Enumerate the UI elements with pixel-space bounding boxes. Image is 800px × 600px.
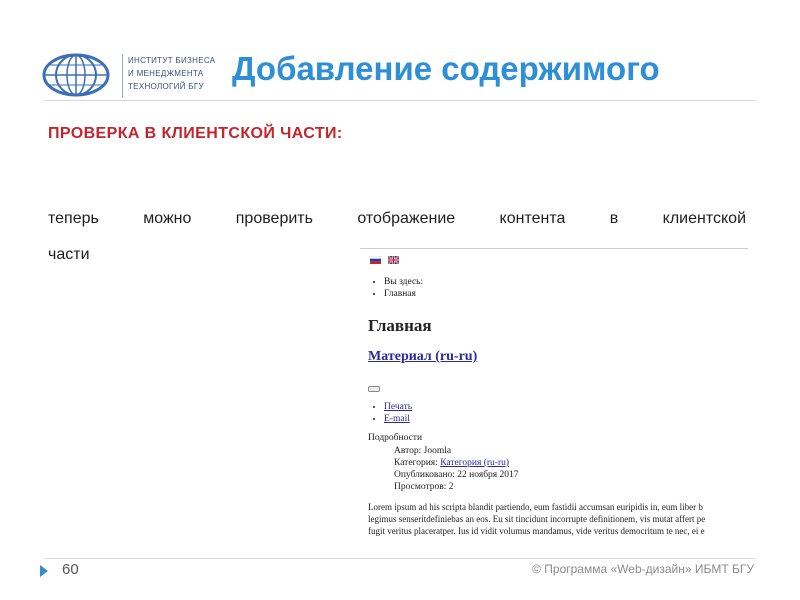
site-screenshot <box>338 238 748 538</box>
article-text-line: Lorem ipsum ad his scripta blandit partiendo, eum fastidii accumsan euripidis in, eum liber b <box>368 502 703 512</box>
section-subheading: ПРОВЕРКА В КЛИЕНТСКОЙ ЧАСТИ: <box>48 125 343 142</box>
article-body <box>368 501 748 537</box>
breadcrumb <box>368 276 423 300</box>
email-link[interactable]: E-mail <box>384 414 410 424</box>
institute-logo <box>42 48 232 104</box>
article-tools-toggle[interactable] <box>368 386 380 392</box>
ru-flag-icon[interactable] <box>370 256 381 264</box>
footer-copyright: © Программа «Web-дизайн» ИБМТ БГУ <box>532 562 754 576</box>
category-label: Категория: <box>394 458 441 468</box>
page-heading: Главная <box>368 316 432 335</box>
logo-text <box>128 54 215 93</box>
detail-category <box>394 457 519 469</box>
article-text-line: legimus senseritdefiniebas an eos. Eu sit tincidunt incorrupte definitionem, vis mutat affert pe <box>368 514 706 524</box>
action-item <box>384 413 412 425</box>
footer-divider <box>44 558 756 559</box>
body-text-line: части <box>48 246 90 263</box>
body-text-line: теперь можно проверить отображение контента в клиентской <box>48 210 746 227</box>
gb-flag-icon[interactable] <box>388 256 399 264</box>
globe-logo-icon <box>42 52 110 98</box>
breadcrumb-item-home[interactable]: • Главная <box>384 288 423 300</box>
article-title-link[interactable]: Материал (ru-ru) <box>368 349 478 364</box>
article-actions <box>368 401 412 425</box>
title-divider <box>44 100 756 101</box>
breadcrumb-label: • Вы здесь: <box>384 276 423 288</box>
article-text-line: fugit veritus placeratper. Ius id vidit volumus mandamus, vide veritus democritum te nec, ei e <box>368 526 705 536</box>
detail-published: Опубликовано: 22 ноября 2017 <box>394 470 519 480</box>
page-number: 60 <box>62 561 79 578</box>
logo-divider <box>122 54 123 98</box>
next-arrow-icon[interactable] <box>40 565 48 577</box>
detail-views: Просмотров: 2 <box>394 482 454 492</box>
print-link[interactable]: Печать <box>384 402 413 412</box>
slide-title: Добавление содержимого <box>232 50 660 87</box>
category-link[interactable]: Категория (ru-ru) <box>440 458 510 468</box>
details-label: Подробности <box>368 433 423 443</box>
article-details <box>394 445 519 493</box>
logo-line: И МЕНЕДЖМЕНТА <box>128 69 204 78</box>
screenshot-top-border <box>360 248 748 249</box>
detail-author: Автор: Joomla <box>394 446 452 456</box>
logo-line: ТЕХНОЛОГИЙ БГУ <box>128 82 204 91</box>
logo-line: ИНСТИТУТ БИЗНЕСА <box>128 56 216 65</box>
action-item <box>384 401 412 413</box>
